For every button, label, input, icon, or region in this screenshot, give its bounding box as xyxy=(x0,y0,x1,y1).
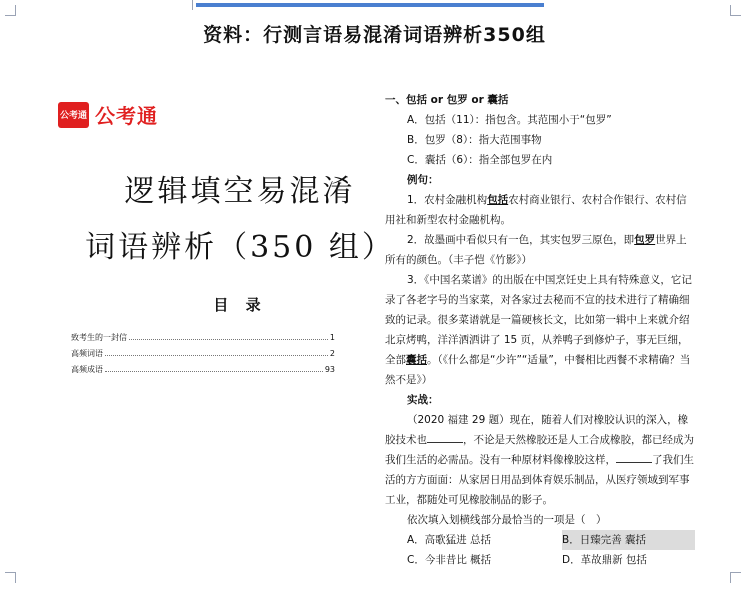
option-d[interactable]: D．革故鼎新 包括 xyxy=(562,554,647,566)
example-text: 世界上所有的颜色。（丰子恺《竹影》） xyxy=(385,234,687,266)
definition-item: A．包括（11）：指包含。其范围小于“包罗” xyxy=(407,114,612,126)
definition-item: C．囊括（6）：指全部包罗在内 xyxy=(407,154,553,166)
toc-entry-page: 93 xyxy=(324,365,335,374)
cover-title-line2: 词语辨析（350 组） xyxy=(85,230,395,265)
top-marker xyxy=(192,0,193,10)
example-text: 农村商业银行、农村合作银行、农村信用社和新型农村金融机构。 xyxy=(385,194,687,226)
options-row xyxy=(385,550,695,570)
options-row xyxy=(385,530,695,550)
example-sentence-3 xyxy=(385,270,695,390)
corner-mark-top-left xyxy=(5,5,16,16)
toc-entry-label: 高频词语 xyxy=(71,349,103,358)
toc-leader xyxy=(105,371,323,372)
answer-blank xyxy=(427,431,463,443)
toc-leader xyxy=(129,339,328,340)
definition-item: B．包罗（8）：指大范围事物 xyxy=(407,134,542,146)
table-of-contents xyxy=(71,332,335,380)
example-label: 例句： xyxy=(407,174,439,186)
practice-label: 实战： xyxy=(407,394,439,406)
example-text: 3．《中国名菜谱》的出版在中国烹饪史上具有特殊意义，它记录了各老字号的当家菜，对各家过去秘而不宣的技术进行了精确细致的记录。很多菜谱就是一篇硬核长文，比如第一辑中上来就介绍北京烤鸭，洋洋洒洒讲了 15 页，从养鸭子到修炉子，事无巨细，全部 xyxy=(385,274,692,366)
question-prompt: 依次填入划横线部分最恰当的一项是（ ） xyxy=(407,514,607,526)
brand-logo xyxy=(58,100,158,129)
content-column xyxy=(385,90,695,570)
example-text: 2．故墨画中看似只有一色，其实包罗三原色，即 xyxy=(407,234,635,246)
cover-title-line1: 逻辑填空易混淆 xyxy=(124,174,356,209)
example-keyword: 囊括 xyxy=(406,354,427,366)
toc-entry-page: 2 xyxy=(329,349,335,358)
page-title: 资料：行测言语易混淆词语辨析350组 xyxy=(203,24,546,46)
toc-entry-label: 高频成语 xyxy=(71,365,103,374)
toc-entry-label: 致考生的一封信 xyxy=(71,333,127,342)
toc-entry[interactable] xyxy=(71,348,335,364)
example-sentence-2 xyxy=(385,230,695,270)
toc-leader xyxy=(105,355,328,356)
example-text: 1．农村金融机构 xyxy=(407,194,488,206)
option-b[interactable]: B．日臻完善 囊括 xyxy=(562,530,695,550)
question-text-part: 了我们生活的方方面面：从家居日用品到体育娱乐制品，从医疗领域到军事工业，都随处可见橡胶制品的影子。 xyxy=(385,454,694,506)
example-keyword: 包括 xyxy=(487,194,509,206)
corner-mark-bottom-right xyxy=(730,572,741,583)
top-accent-bar xyxy=(196,3,544,7)
question-text-part: （2020 福建 29 题）现在，随着人们对橡胶认识的深入，橡胶技术也 xyxy=(385,414,689,446)
corner-mark-top-right xyxy=(730,5,741,16)
question-text-part: ，不论是天然橡胶还是人工合成橡胶，都已经成为我们生活的必需品。没有一种原材料像橡胶这样， xyxy=(385,434,694,466)
toc-entry-page: 1 xyxy=(329,333,335,342)
example-sentence-1 xyxy=(385,190,695,230)
example-text: 。（《什么都是“少许”“适量”，中餐相比西餐不求精确？当然不是》） xyxy=(385,354,691,386)
section-heading: 一、包括 or 包罗 or 囊括 xyxy=(385,94,509,106)
toc-entry[interactable] xyxy=(71,332,335,348)
example-keyword: 包罗 xyxy=(634,234,656,246)
logo-text: 公考通 xyxy=(95,104,158,128)
toc-entry[interactable] xyxy=(71,364,335,380)
option-c[interactable]: C．今非昔比 概括 xyxy=(407,554,492,566)
corner-mark-bottom-left xyxy=(5,572,16,583)
answer-blank xyxy=(616,451,652,463)
option-a[interactable]: A．高歌猛进 总括 xyxy=(407,534,492,546)
question-text xyxy=(385,410,695,510)
toc-heading: 目 录 xyxy=(213,296,267,314)
logo-badge: 公考通 xyxy=(58,102,89,128)
